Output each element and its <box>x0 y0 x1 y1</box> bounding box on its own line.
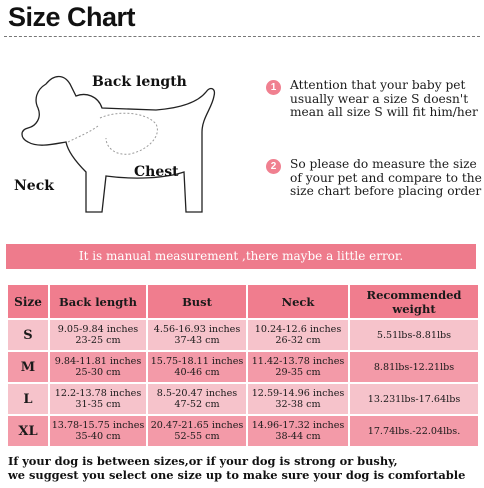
weight-cell: 13.231lbs-17.64lbs <box>349 383 479 415</box>
bust-cell: 4.56-16.93 inches 37-43 cm <box>147 319 247 351</box>
note-2 <box>290 158 482 199</box>
header-neck: Neck <box>247 284 349 319</box>
back-length-label: Back length <box>92 74 187 90</box>
neck-cell: 14.96-17.32 inches 38-44 cm <box>247 415 349 447</box>
size-cell: S <box>7 319 49 351</box>
bust-cell: 15.75-18.11 inches 40-46 cm <box>147 351 247 383</box>
weight-cell: 8.81lbs-12.21lbs <box>349 351 479 383</box>
note-line: So please do measure the size <box>290 157 477 171</box>
note-1 <box>290 79 478 120</box>
back-length-cell: 12.2-13.78 inches 31-35 cm <box>49 383 147 415</box>
note-line: mean all size S will fit him/her <box>290 105 478 120</box>
back-length-cell: 13.78-15.75 inches 35-40 cm <box>49 415 147 447</box>
weight-cell: 17.74lbs.-22.04lbs. <box>349 415 479 447</box>
note-number-badge: 1 <box>266 80 281 95</box>
weight-cell: 5.51lbs-8.81lbs <box>349 319 479 351</box>
back-length-cell: 9.05-9.84 inches 23-25 cm <box>49 319 147 351</box>
footer-line: we suggest you select one size up to make sure your dog is comfortable <box>8 468 466 482</box>
chest-label: Chest <box>134 164 179 180</box>
note-line: Attention that your baby pet <box>290 78 466 92</box>
neck-cell: 12.59-14.96 inches 32-38 cm <box>247 383 349 415</box>
table-row <box>7 319 479 351</box>
header-size: Size <box>7 284 49 319</box>
neck-label: Neck <box>14 178 54 194</box>
bust-cell: 20.47-21.65 inches 52-55 cm <box>147 415 247 447</box>
title-divider <box>4 36 480 37</box>
back-length-cell: 9.84-11.81 inches 25-30 cm <box>49 351 147 383</box>
note-line: of your pet and compare to the <box>290 170 482 185</box>
footer-note <box>8 454 465 482</box>
neck-cell: 11.42-13.78 inches 29-35 cm <box>247 351 349 383</box>
size-cell: M <box>7 351 49 383</box>
header-back-length: Back length <box>49 284 147 319</box>
header-recommended-weight: Recommended weight <box>349 284 479 319</box>
size-cell: XL <box>7 415 49 447</box>
size-table <box>6 283 480 448</box>
page-title: Size Chart <box>8 2 136 32</box>
header-bust: Bust <box>147 284 247 319</box>
note-line: size chart before placing order <box>290 184 482 199</box>
table-row <box>7 351 479 383</box>
measurement-banner: It is manual measurement ,there maybe a little error. <box>6 244 476 269</box>
footer-line: If your dog is between sizes,or if your dog is strong or bushy, <box>8 454 398 468</box>
note-number-badge: 2 <box>266 159 281 174</box>
neck-cell: 10.24-12.6 inches 26-32 cm <box>247 319 349 351</box>
table-header-row <box>7 284 479 319</box>
bust-cell: 8.5-20.47 inches 47-52 cm <box>147 383 247 415</box>
note-line: usually wear a size S doesn't <box>290 91 469 106</box>
size-cell: L <box>7 383 49 415</box>
neck-chest-guide <box>68 113 157 154</box>
table-row <box>7 383 479 415</box>
table-row <box>7 415 479 447</box>
